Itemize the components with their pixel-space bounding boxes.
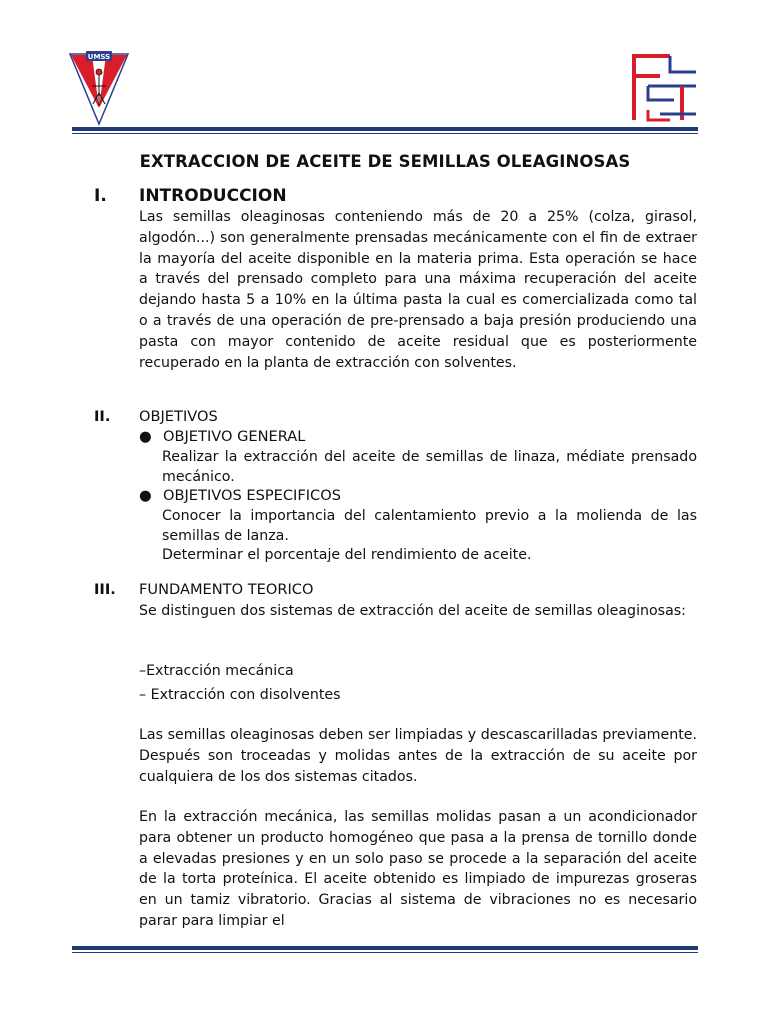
header-rule — [72, 127, 698, 131]
section-heading: INTRODUCCION — [139, 186, 287, 206]
bullet-text: Conocer la importancia del calentamiento previo a la molienda de las semillas de lanza. — [162, 508, 697, 544]
bullet-label: OBJETIVOS ESPECIFICOS — [163, 487, 341, 504]
bullet-icon: ● — [139, 428, 152, 445]
section-heading: FUNDAMENTO TEORICO — [139, 581, 314, 598]
section-heading: OBJETIVOS — [139, 408, 218, 425]
logo-text: UMSS — [87, 53, 111, 61]
list-item: –Extracción mecánica — [139, 663, 294, 679]
section-number: II. — [94, 408, 111, 425]
bullet-item — [139, 487, 341, 504]
footer-rule-thin — [72, 952, 698, 953]
footer-rule — [72, 946, 698, 950]
bullet-item — [139, 428, 305, 445]
umss-logo — [68, 48, 130, 126]
bullet-icon: ● — [139, 487, 152, 504]
bullet-text: Realizar la extracción del aceite de semillas de linaza, médiate prensado mecánico. — [162, 449, 697, 485]
section-intro: Se distinguen dos sistemas de extracción del aceite de semillas oleaginosas: — [139, 603, 686, 619]
header-rule-thin — [72, 133, 698, 134]
section-paragraph: En la extracción mecánica, las semillas molidas pasan a un acondicionador para obtener un producto homogéneo que pasa a la prensa de tornillo donde a elevadas presiones y en un solo paso se procede a la separación del aceite de la torta proteínica. El aceite obtenido es limpiado de impurezas groseras en un tamiz vibratorio. Gracias al sistema de vibraciones no es necesario parar para limpiar el — [139, 809, 697, 929]
section-paragraph: Las semillas oleaginosas deben ser limpiadas y descascarilladas previamente. Después son troceadas y molidas antes de la extracción de su aceite por cualquiera de los dos sistemas citados. — [139, 727, 697, 785]
list-item: – Extracción con disolventes — [139, 687, 341, 703]
faculty-logo — [630, 52, 698, 122]
bullet-text: Determinar el porcentaje del rendimiento de aceite. — [162, 547, 532, 563]
section-number: III. — [94, 581, 116, 598]
section-number: I. — [94, 186, 107, 206]
section-body: Las semillas oleaginosas conteniendo más de 20 a 25% (colza, girasol, algodón...) son generalmente prensadas mecánicamente con el fin de extraer la mayoría del aceite disponible en la materia prima. Esta operación se hace a través del prensado completo para una máxima recuperación del aceite dejando hasta 5 a 10% en la última pasta la cual es comercializada como tal o a través de una operación de pre-prensado a baja presión produciendo una pasta con mayor contenido de aceite residual que es posteriormente recuperado en la planta de extracción con solventes. — [139, 209, 697, 371]
bullet-label: OBJETIVO GENERAL — [163, 428, 306, 445]
document-title: EXTRACCION DE ACEITE DE SEMILLAS OLEAGINOSAS — [139, 152, 631, 171]
